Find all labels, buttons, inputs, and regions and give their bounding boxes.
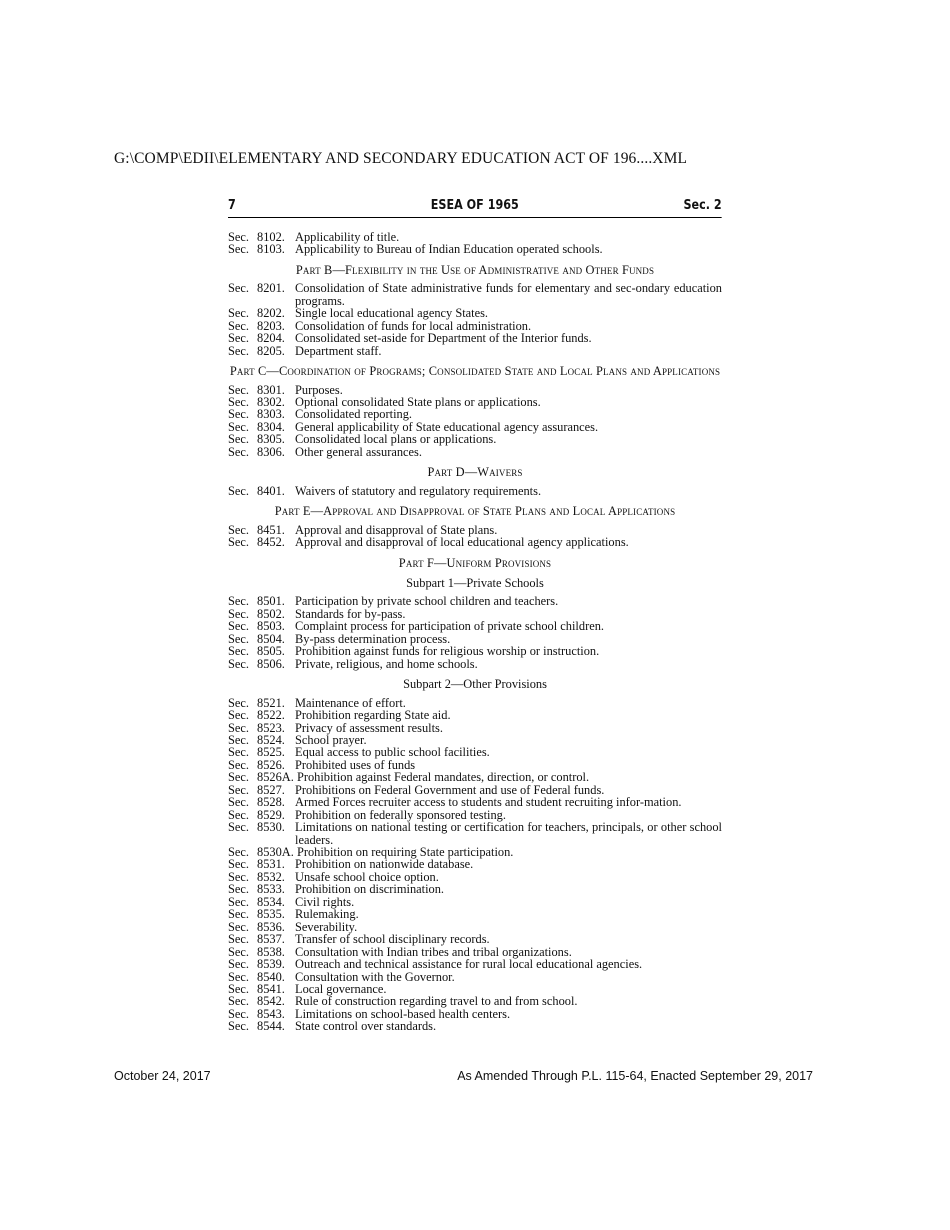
- sec-word: Sec.: [228, 394, 249, 409]
- section-label: [228, 282, 295, 294]
- section-number: 8531.: [257, 857, 288, 872]
- section-number: 8102.: [257, 230, 288, 244]
- section-label: [228, 595, 295, 607]
- sec-word: Sec.: [228, 606, 249, 621]
- section-number: 8523.: [257, 720, 288, 735]
- toc-group-part-e: [228, 524, 722, 549]
- section-number: 8535.: [257, 907, 288, 922]
- section-number: 8534.: [257, 894, 288, 909]
- footer-date: October 24, 2017: [114, 1069, 211, 1083]
- toc-entry: [228, 771, 722, 783]
- sec-word: Sec.: [228, 770, 249, 785]
- section-title: Prohibition on requiring State participation.: [296, 845, 514, 860]
- sec-word: Sec.: [228, 957, 249, 972]
- section-label: [228, 658, 295, 670]
- section-label: [228, 332, 295, 344]
- section-label: [228, 645, 295, 657]
- sec-word: Sec.: [228, 594, 249, 609]
- section-number: 8544.: [257, 1019, 288, 1034]
- toc-entry: [228, 307, 722, 319]
- section-title: Prohibition against Federal mandates, direction, or control.: [296, 770, 590, 785]
- part-c-heading: Part C—Coordination of Programs; Consolidated State and Local Plans and Applications: [229, 364, 721, 379]
- section-number: 8541.: [257, 982, 288, 997]
- section-title: Severability.: [295, 919, 358, 934]
- section-title: Department staff.: [295, 343, 382, 358]
- sec-word: Sec.: [228, 882, 249, 897]
- toc-entry: [228, 332, 722, 344]
- section-number: 8524.: [257, 732, 288, 747]
- section-title: School prayer.: [295, 732, 367, 747]
- toc-group-intro: [228, 231, 722, 256]
- subpart-2-heading: Subpart 2—Other Provisions: [403, 677, 547, 692]
- toc-entry: [228, 433, 722, 445]
- section-title: Equal access to public school facilities.: [295, 745, 490, 760]
- section-title: Rulemaking.: [295, 907, 359, 922]
- section-number: 8501.: [257, 594, 288, 609]
- section-number: 8505.: [257, 644, 288, 659]
- section-title: Applicability to Bureau of Indian Education operated schools.: [295, 242, 603, 257]
- section-number: 8451.: [257, 522, 288, 537]
- section-number: 8204.: [257, 331, 288, 346]
- section-label: [228, 821, 295, 833]
- section-number: 8536.: [257, 919, 288, 934]
- section-number: 8540.: [257, 969, 288, 984]
- sec-word: Sec.: [228, 281, 249, 296]
- section-number: 8525.: [257, 745, 288, 760]
- subpart-1-heading: Subpart 1—Private Schools: [406, 575, 544, 590]
- toc-entry: [228, 345, 722, 357]
- sec-word: Sec.: [228, 535, 249, 550]
- toc-entry: [228, 620, 722, 632]
- toc-entry: [228, 595, 722, 607]
- section-title: Privacy of assessment results.: [295, 720, 443, 735]
- sec-word: Sec.: [228, 919, 249, 934]
- toc-group-part-c: [228, 384, 722, 459]
- running-section: Sec. 2: [683, 198, 722, 213]
- section-number: 8537.: [257, 932, 288, 947]
- sec-word: Sec.: [228, 732, 249, 747]
- toc-entry: [228, 958, 722, 970]
- sec-word: Sec.: [228, 994, 249, 1009]
- section-label: [228, 345, 295, 357]
- section-number: 8452.: [257, 535, 288, 550]
- section-title: Local governance.: [295, 982, 387, 997]
- section-number: 8521.: [257, 695, 288, 710]
- section-title: Consultation with the Governor.: [295, 969, 455, 984]
- toc-entry: [228, 446, 722, 458]
- section-label: [228, 709, 295, 721]
- sec-word: Sec.: [228, 432, 249, 447]
- section-number: 8526.: [257, 757, 288, 772]
- section-number: 8503.: [257, 619, 288, 634]
- sec-word: Sec.: [228, 382, 249, 397]
- sec-word: Sec.: [228, 306, 249, 321]
- section-title: Prohibited uses of funds: [295, 757, 416, 772]
- toc-entry: [228, 933, 722, 945]
- section-title: Applicability of title.: [295, 230, 400, 244]
- section-title: Approval and disapproval of State plans.: [295, 522, 498, 537]
- section-title: General applicability of State educational agency assurances.: [295, 419, 599, 434]
- section-label: [228, 433, 295, 445]
- part-e-heading: Part E—Approval and Disapproval of State Plans and Local Applications: [274, 504, 676, 519]
- sec-word: Sec.: [228, 932, 249, 947]
- toc-group-subpart-2: [228, 697, 722, 1033]
- toc-entry: [228, 243, 722, 255]
- section-title: Unsafe school choice option.: [295, 869, 439, 884]
- footer-amended-through: As Amended Through P.L. 115-64, Enacted September 29, 2017: [457, 1069, 813, 1083]
- section-label: [228, 908, 295, 920]
- section-title: Consolidated reporting.: [295, 407, 413, 422]
- toc-entry: [228, 658, 722, 670]
- section-number: 8526A.: [257, 770, 297, 785]
- toc-entry: [228, 908, 722, 920]
- section-title: Prohibition regarding State aid.: [295, 708, 451, 723]
- section-title: Prohibition on nationwide database.: [295, 857, 474, 872]
- toc-entry: [228, 485, 722, 497]
- toc-entry: [228, 709, 722, 721]
- part-f-heading: Part F—Uniform Provisions: [398, 555, 552, 570]
- sec-word: Sec.: [228, 708, 249, 723]
- section-label: [228, 620, 295, 632]
- sec-word: Sec.: [228, 644, 249, 659]
- section-label: [228, 1020, 295, 1032]
- section-label: [228, 958, 295, 970]
- sec-word: Sec.: [228, 745, 249, 760]
- section-label: [228, 446, 295, 458]
- section-number: 8529.: [257, 807, 288, 822]
- sec-word: Sec.: [228, 820, 249, 835]
- sec-word: Sec.: [228, 230, 249, 244]
- section-title: Consolidation of funds for local administration.: [295, 318, 532, 333]
- sec-word: Sec.: [228, 857, 249, 872]
- section-number: 8504.: [257, 631, 288, 646]
- section-title: Purposes.: [295, 382, 343, 397]
- section-number: 8205.: [257, 343, 288, 358]
- section-title: By-pass determination process.: [295, 631, 451, 646]
- toc-entry: [228, 282, 722, 307]
- section-number: 8201.: [257, 281, 288, 296]
- section-label: [228, 771, 297, 783]
- sec-word: Sec.: [228, 1019, 249, 1034]
- toc-entry: [228, 796, 722, 808]
- toc-entry: [228, 1020, 722, 1032]
- sec-word: Sec.: [228, 894, 249, 909]
- sec-word: Sec.: [228, 695, 249, 710]
- section-label: [228, 485, 295, 497]
- section-label: [228, 307, 295, 319]
- file-path: G:\COMP\EDII\ELEMENTARY AND SECONDARY EDUCATION ACT OF 196....XML: [114, 150, 688, 167]
- section-label: [228, 933, 295, 945]
- part-b-heading: Part B—Flexibility in the Use of Administrative and Other Funds: [295, 262, 655, 277]
- section-label: [228, 883, 295, 895]
- sec-word: Sec.: [228, 795, 249, 810]
- section-title: Single local educational agency States.: [295, 306, 489, 321]
- section-title: Outreach and technical assistance for rural local educational agencies.: [295, 957, 643, 972]
- section-number: 8301.: [257, 382, 288, 397]
- toc-group-part-d: [228, 485, 722, 497]
- section-number: 8539.: [257, 957, 288, 972]
- sec-word: Sec.: [228, 757, 249, 772]
- section-label: [228, 243, 295, 255]
- sec-word: Sec.: [228, 720, 249, 735]
- sec-word: Sec.: [228, 982, 249, 997]
- section-title: Consultation with Indian tribes and tribal organizations.: [295, 944, 572, 959]
- sec-word: Sec.: [228, 619, 249, 634]
- section-title: Armed Forces recruiter access to students and student recruiting infor-mation.: [295, 795, 682, 810]
- section-label: [228, 536, 295, 548]
- section-number: 8530.: [257, 820, 288, 835]
- section-title: Prohibition on federally sponsored testing.: [295, 807, 506, 822]
- toc-entry: [228, 645, 722, 657]
- section-number: 8202.: [257, 306, 288, 321]
- section-title: Standards for by-pass.: [295, 606, 406, 621]
- table-of-contents: [228, 231, 722, 1033]
- section-title: Transfer of school disciplinary records.: [295, 932, 490, 947]
- toc-entry: [228, 883, 722, 895]
- section-number: 8533.: [257, 882, 288, 897]
- sec-word: Sec.: [228, 331, 249, 346]
- section-number: 8306.: [257, 444, 288, 459]
- section-title: Other general assurances.: [295, 444, 422, 459]
- section-title: Approval and disapproval of local educational agency applications.: [295, 535, 629, 550]
- section-number: 8543.: [257, 1006, 288, 1021]
- section-number: 8542.: [257, 994, 288, 1009]
- sec-word: Sec.: [228, 1006, 249, 1021]
- section-number: 8304.: [257, 419, 288, 434]
- sec-word: Sec.: [228, 407, 249, 422]
- section-number: 8203.: [257, 318, 288, 333]
- section-number: 8506.: [257, 656, 288, 671]
- section-title: Complaint process for participation of private school children.: [295, 619, 604, 634]
- section-title: Prohibition on discrimination.: [295, 882, 445, 897]
- sec-word: Sec.: [228, 419, 249, 434]
- section-title: Limitations on national testing or certification for teachers, principals, or other school leaders.: [295, 820, 722, 847]
- section-number: 8103.: [257, 242, 288, 257]
- section-title: Consolidated local plans or applications.: [295, 432, 497, 447]
- section-title: Limitations on school-based health centers.: [295, 1006, 511, 1021]
- sec-word: Sec.: [228, 907, 249, 922]
- toc-entry: [228, 536, 722, 548]
- sec-word: Sec.: [228, 242, 249, 257]
- section-label: [228, 746, 295, 758]
- section-title: Consolidated set-aside for Department of the Interior funds.: [295, 331, 592, 346]
- section-number: 8532.: [257, 869, 288, 884]
- section-number: 8538.: [257, 944, 288, 959]
- section-title: Waivers of statutory and regulatory requirements.: [295, 483, 542, 498]
- section-title: Private, religious, and home schools.: [295, 656, 478, 671]
- section-number: 8302.: [257, 394, 288, 409]
- section-title: State control over standards.: [295, 1019, 437, 1034]
- section-number: 8502.: [257, 606, 288, 621]
- running-title: ESEA OF 1965: [430, 198, 519, 213]
- section-title: Maintenance of effort.: [295, 695, 406, 710]
- page-header: [228, 198, 722, 218]
- section-number: 8401.: [257, 483, 288, 498]
- section-number: 8305.: [257, 432, 288, 447]
- toc-entry: [228, 746, 722, 758]
- section-label: [228, 796, 295, 808]
- sec-word: Sec.: [228, 869, 249, 884]
- section-number: 8303.: [257, 407, 288, 422]
- section-title: Prohibition against funds for religious worship or instruction.: [295, 644, 600, 659]
- section-title: Optional consolidated State plans or applications.: [295, 394, 541, 409]
- toc-entry: [228, 821, 722, 846]
- part-d-heading: Part D—Waivers: [427, 465, 523, 480]
- sec-word: Sec.: [228, 944, 249, 959]
- section-number: 8522.: [257, 708, 288, 723]
- sec-word: Sec.: [228, 631, 249, 646]
- section-title: Rule of construction regarding travel to and from school.: [295, 994, 578, 1009]
- section-number: 8530A.: [257, 845, 297, 860]
- sec-word: Sec.: [228, 343, 249, 358]
- section-title: Participation by private school children and teachers.: [295, 594, 559, 609]
- sec-word: Sec.: [228, 969, 249, 984]
- section-number: 8527.: [257, 782, 288, 797]
- toc-group-part-b: [228, 282, 722, 357]
- toc-group-subpart-1: [228, 595, 722, 670]
- sec-word: Sec.: [228, 845, 249, 860]
- sec-word: Sec.: [228, 444, 249, 459]
- section-number: 8528.: [257, 795, 288, 810]
- section-title: Civil rights.: [295, 894, 355, 909]
- section-title: Consolidation of State administrative funds for elementary and sec-ondary education programs.: [295, 281, 722, 308]
- sec-word: Sec.: [228, 522, 249, 537]
- sec-word: Sec.: [228, 318, 249, 333]
- sec-word: Sec.: [228, 656, 249, 671]
- sec-word: Sec.: [228, 807, 249, 822]
- sec-word: Sec.: [228, 782, 249, 797]
- sec-word: Sec.: [228, 483, 249, 498]
- section-title: Prohibitions on Federal Government and use of Federal funds.: [295, 782, 605, 797]
- page-number: 7: [228, 198, 236, 213]
